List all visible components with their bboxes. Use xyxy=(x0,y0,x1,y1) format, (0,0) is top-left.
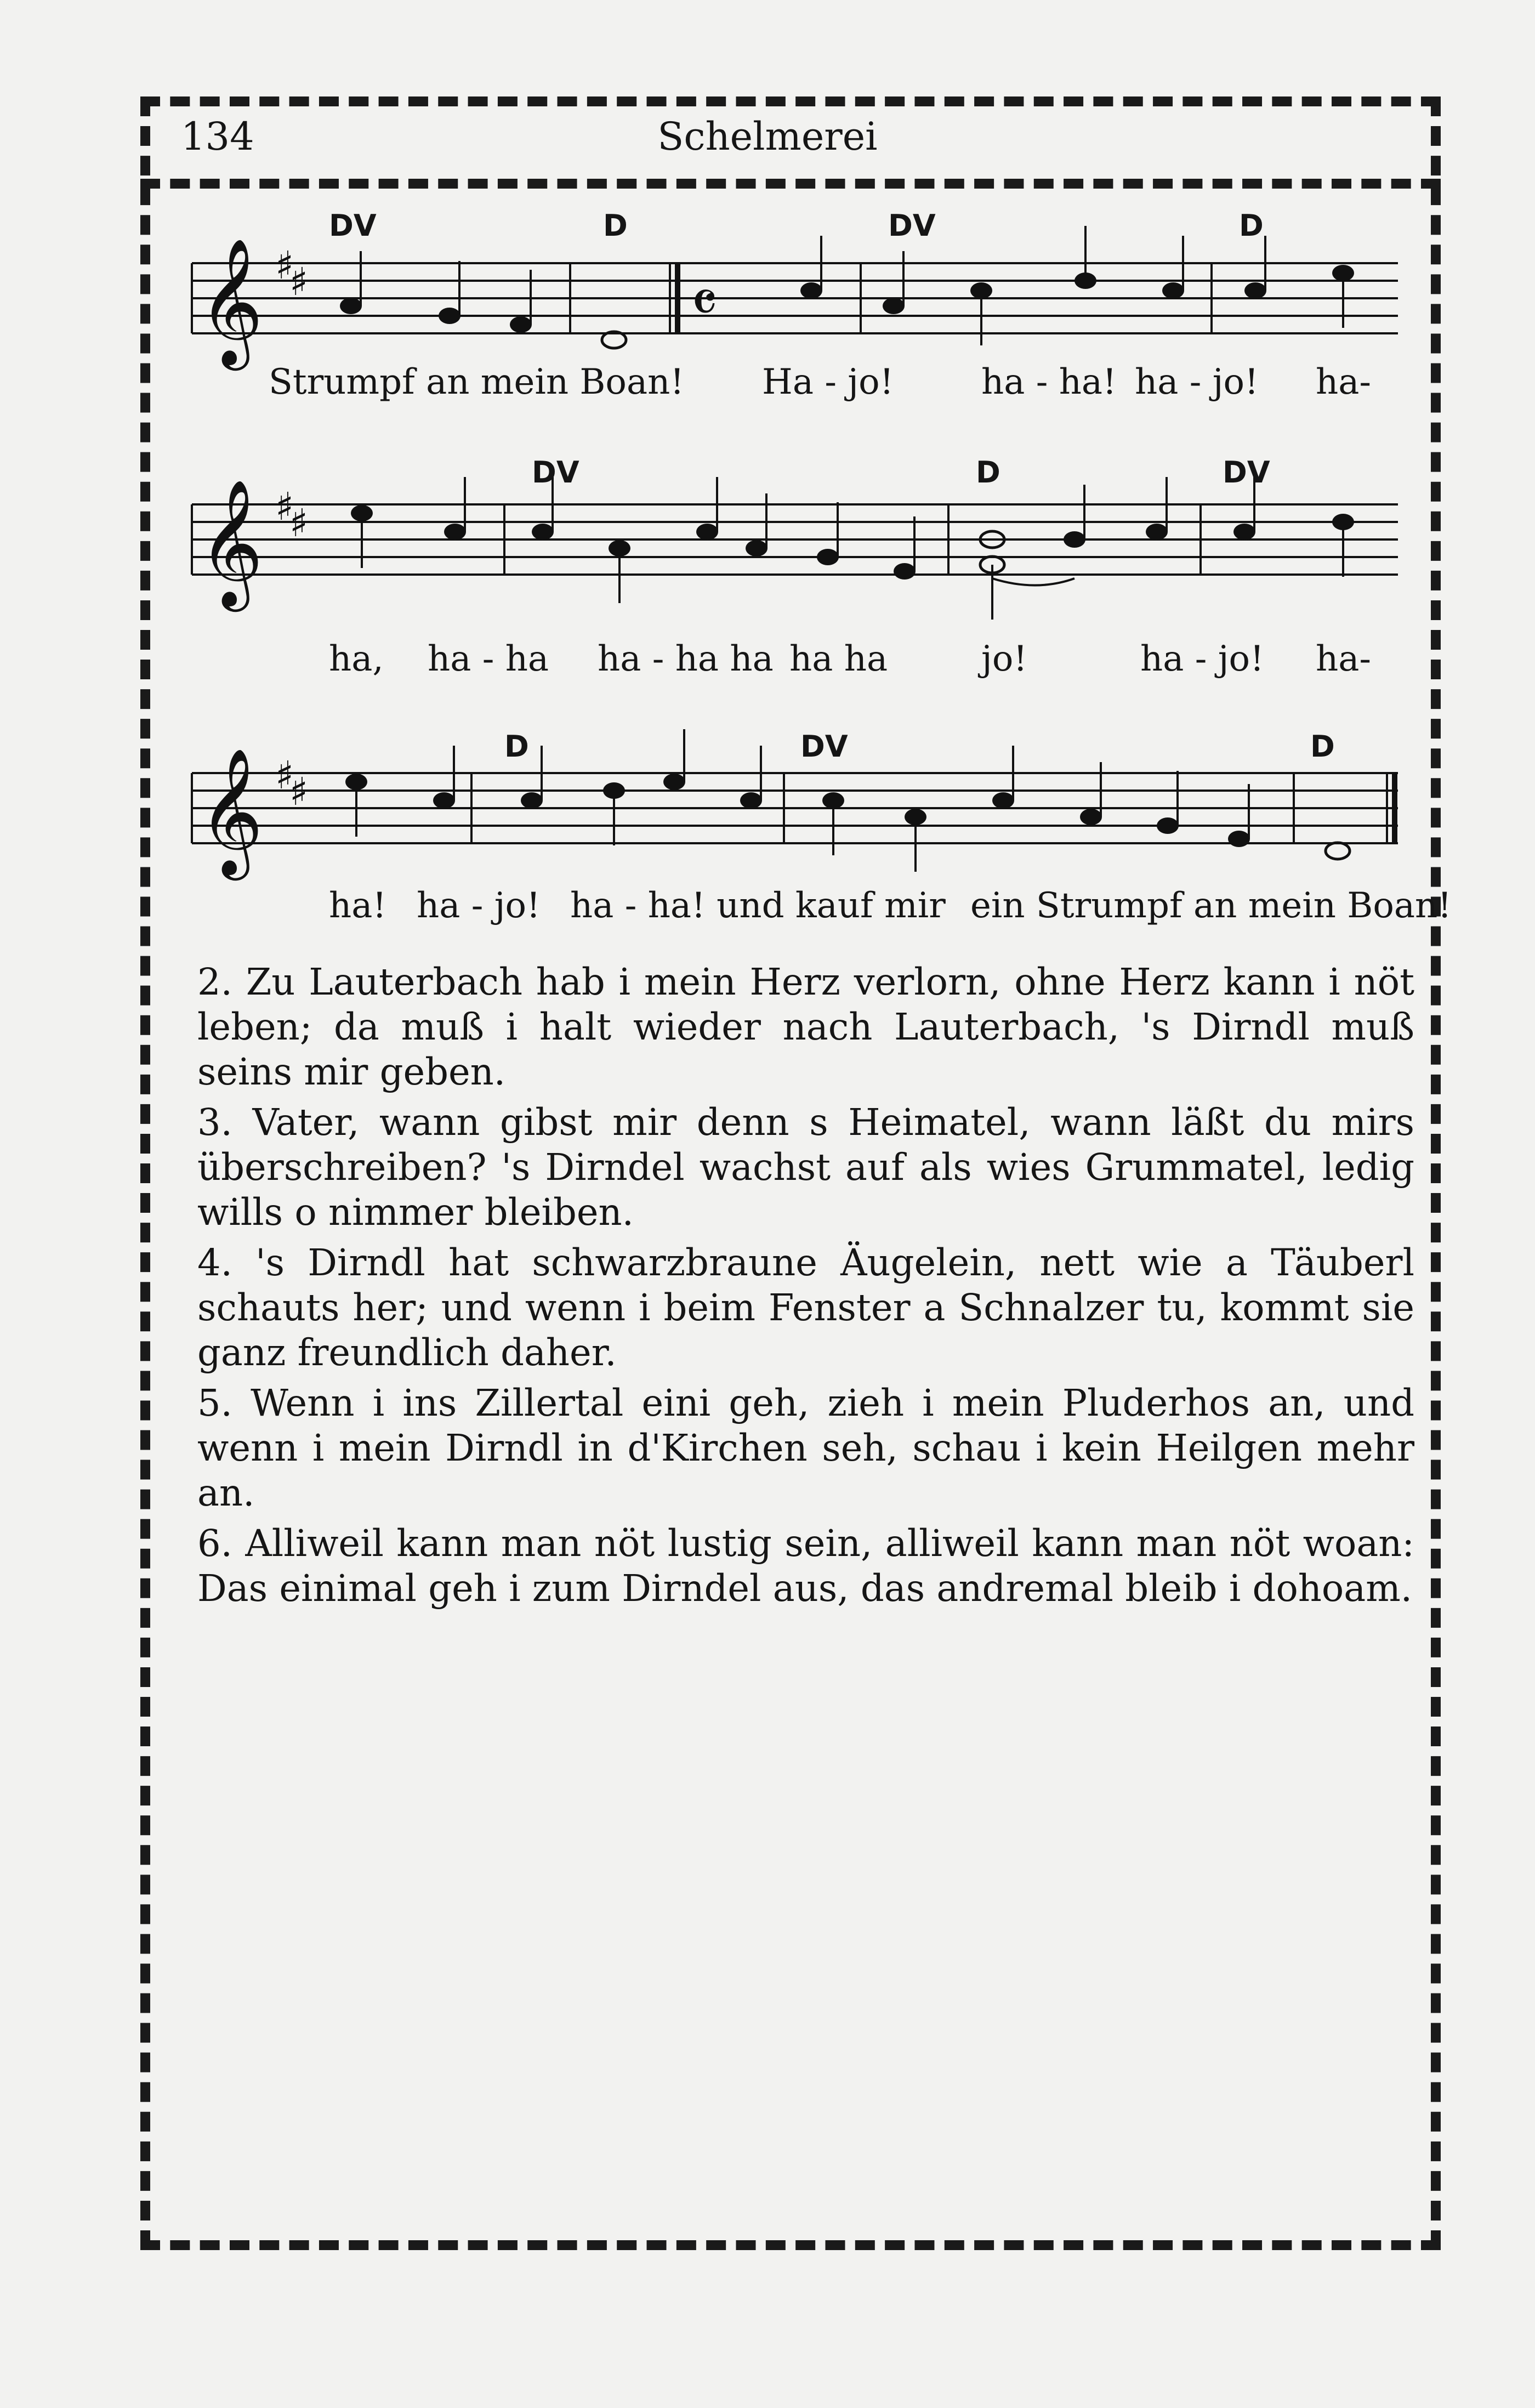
music-system-1 xyxy=(181,208,1409,406)
verse-4: 4. 's Dirndl hat schwarzbraune Äugelein, nett wie a Täuberl schauts her; und wenn i beim Fenster a Schnalzer tu, kommt sie ganz freundlich daher. xyxy=(197,1241,1414,1374)
svg-text:𝄴: 𝄴 xyxy=(691,268,718,338)
verse-5: 5. Wenn i ins Zillertal eini geh, zieh i mein Pluderhos an, und wenn i mein Dirndl in d'Kirchen seh, schau i kein Heilgen mehr an. xyxy=(197,1382,1414,1514)
chord-label: D xyxy=(1310,729,1335,764)
lyric-text: ha ha xyxy=(789,639,888,679)
chord-label: D xyxy=(976,455,1000,490)
lyric-text: ha - ha! xyxy=(981,362,1117,402)
lyric-text: ha - ha ha xyxy=(598,639,774,679)
lyric-text: Strumpf an mein Boan! xyxy=(269,362,685,402)
chord-label: DV xyxy=(329,208,377,243)
lyric-text: ha- xyxy=(1316,639,1371,679)
running-title: Schelmerei xyxy=(657,114,878,159)
lyric-text: ha! xyxy=(329,885,387,926)
svg-text:𝄞: 𝄞 xyxy=(198,747,264,875)
lyric-text: ha - jo! xyxy=(417,885,541,926)
music-system-3 xyxy=(181,729,1452,932)
lyric-text: ha- xyxy=(1316,362,1371,402)
lyric-text: ha, xyxy=(329,639,384,679)
chord-label: D xyxy=(603,208,628,243)
svg-text:♯: ♯ xyxy=(289,259,308,304)
lyric-text: Ha - jo! xyxy=(762,362,894,402)
verses-block xyxy=(197,959,1414,1616)
svg-text:♯: ♯ xyxy=(275,243,294,288)
lyric-text: ha - jo! xyxy=(1135,362,1259,402)
lyric-text: ha - ha! und kauf mir xyxy=(570,885,946,926)
verse-6: 6. Alliweil kann man nöt lustig sein, alliweil kann man nöt woan: Das einimal geh i zum Dirndel aus, das andremal bleib i dohoam. xyxy=(197,1522,1414,1610)
chord-label: D xyxy=(1239,208,1264,243)
chord-label: DV xyxy=(532,455,579,490)
svg-text:♯: ♯ xyxy=(289,501,308,546)
lyric-text: ein Strumpf an mein Boan! xyxy=(970,885,1452,926)
svg-text:♯: ♯ xyxy=(289,769,308,814)
music-system-2 xyxy=(181,455,1409,685)
chord-label: DV xyxy=(888,208,936,243)
chord-label: DV xyxy=(1223,455,1270,490)
lyric-text: jo! xyxy=(981,639,1028,679)
svg-text:𝄞: 𝄞 xyxy=(198,237,264,365)
header-rule xyxy=(140,179,1441,189)
svg-text:♯: ♯ xyxy=(275,484,294,529)
svg-text:♯: ♯ xyxy=(275,753,294,798)
lyric-text: ha - ha xyxy=(428,639,549,679)
verse-2: 2. Zu Lauterbach hab i mein Herz verlorn, ohne Herz kann i nöt leben; da muß i halt wieder nach Lauterbach, 's Dirndl muß seins mir geben. xyxy=(197,961,1414,1093)
chord-label: DV xyxy=(800,729,848,764)
chord-label: D xyxy=(504,729,529,764)
svg-text:𝄞: 𝄞 xyxy=(198,479,264,606)
page-number: 134 xyxy=(181,114,254,159)
lyric-text: ha - jo! xyxy=(1140,639,1264,679)
verse-3: 3. Vater, wann gibst mir denn s Heimatel, wann läßt du mirs überschreiben? 's Dirndel wachst auf als wies Grummatel, ledig wills o nimmer bleiben. xyxy=(197,1101,1414,1234)
